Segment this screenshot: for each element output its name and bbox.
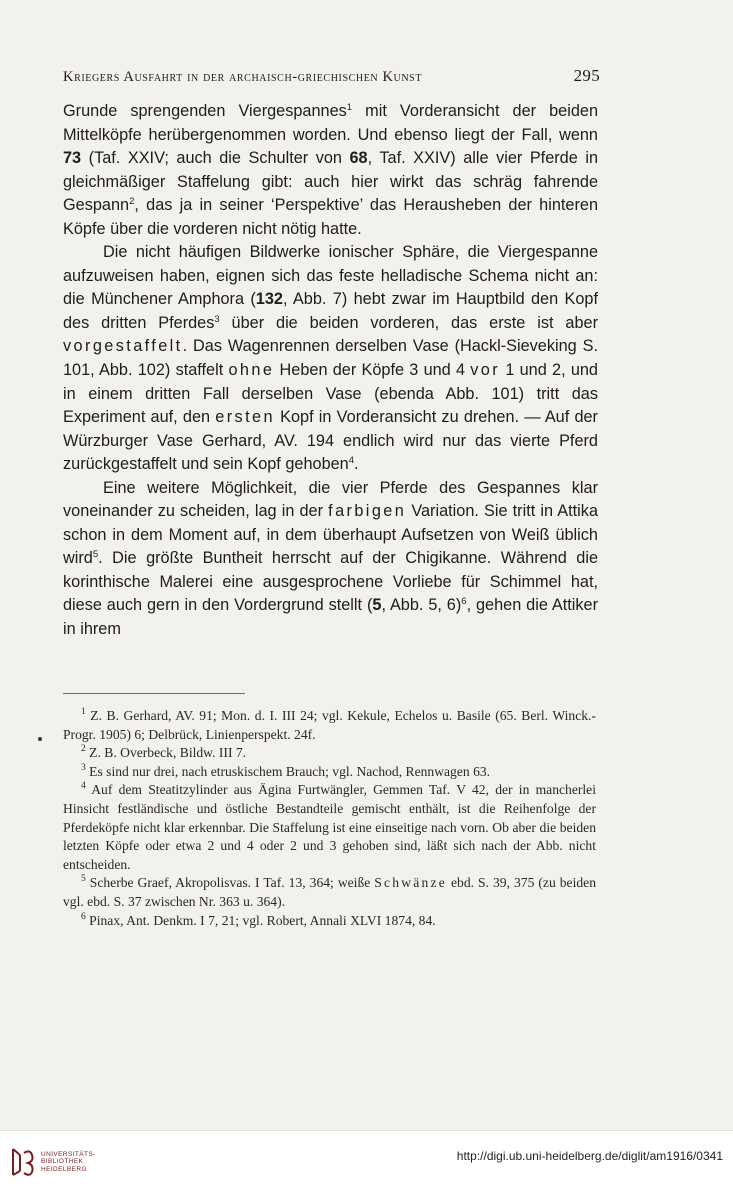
main-text [63,100,598,642]
footnote-3 [63,763,596,782]
footnote-divider [63,693,245,694]
catalog-number: 73 [63,149,82,168]
footnote-number: 4 [81,781,86,792]
footnote-text: Es sind nur drei, nach etruskischem Brauch; vgl. Nachod, Rennwagen 63. [89,763,491,779]
text-run: . Das Wagenrennen derselben Vase (Hackl-Sieveking S. 101, Abb. 102) staffelt [63,337,598,380]
text-run: Variation. Sie tritt in Attika schon in dem Moment auf, in dem überhaupt Aufsetzen von Weiß üblich wird [63,502,598,568]
catalog-number: 68 [349,149,368,168]
text-run: Grunde sprengenden Viergespannes [63,102,347,120]
permalink[interactable]: http://digi.ub.uni-heidelberg.de/diglit/am1916/0341 [456,1149,723,1163]
emphasis: farbigen [328,502,407,521]
library-emblem-icon [10,1145,36,1179]
paragraph-1 [63,100,598,241]
page-number: 295 [573,66,600,85]
emphasis: Schwänze [374,875,447,891]
viewer-footer [0,1130,733,1193]
footnote-number: 6 [81,911,86,922]
text-run: Heben der Köpfe 3 und 4 [274,361,471,380]
footnote-text: Z. B. Overbeck, Bildw. III 7. [89,745,247,761]
footnote-text: Pinax, Ant. Denkm. I 7, 21; vgl. Robert, Annali XLVI 1874, 84. [89,912,436,928]
footnote-number: 1 [81,707,86,717]
margin-mark [38,737,42,741]
text-run: , gehen die Attiker in ihrem [63,596,599,639]
footnote-4 [63,781,596,874]
catalog-number: 132 [255,290,283,309]
text-run: , Taf. XXIV) alle vier Pferde in gleichmäßiger Staffelung gibt: auch hier wirkt das schräg fahrende Gespann [63,149,598,215]
footnote-1 [63,707,596,744]
emphasis: vor [470,361,501,380]
text-run: Eine weitere Möglichkeit, die vier Pferde des Gespannes klar voneinander zu scheiden, lag in der [63,478,598,521]
footnotes [63,707,596,930]
footnote-text: Scherbe Graef, Akropolisvas. I Taf. 13, 364; weiße [89,875,375,891]
footnote-2 [63,744,596,763]
running-title: Kriegers Ausfahrt in der archaisch-griechischen Kunst [63,69,423,85]
emphasis: vorgestaffelt [63,337,183,356]
library-name [41,1151,96,1174]
emphasis: ohne [228,361,275,380]
logo-line: UNIVERSITÄTS- [41,1150,96,1158]
footnote-number: 5 [81,874,86,885]
text-run: , Abb. 7) hebt zwar im Hauptbild den Kopf des dritten Pferdes [63,290,598,332]
footnote-text: Z. B. Gerhard, AV. 91; Mon. d. I. III 24; vgl. Kekule, Echelos u. Basile (65. Berl. Winck.-Progr. 1905) 6; Delbrück, Linienperspekt. 24f. [63,708,596,742]
catalog-number: 5 [372,596,382,615]
text-run: 1 und 2, und in einem dritten Fall derselben Vase (ebenda Abb. 101) tritt das Experiment auf, den [63,361,598,427]
text-run: Die nicht häufigen Bildwerke ionischer Sphäre, die Viergespanne aufzuweisen haben, eignen sich das feste helladische Schema nicht an: die Münchener Amphora ( [63,243,598,309]
footnote-ref-3[interactable]: 3 [214,313,220,325]
logo-line: HEIDELBERG [41,1165,87,1173]
footnote-text: ebd. S. 39, 375 (zu beiden vgl. ebd. S. 37 zwischen Nr. 363 u. 364). [63,875,596,909]
footnote-ref-1[interactable]: 1 [346,102,353,113]
text-run: . [354,455,359,474]
paragraph-2 [63,241,598,476]
paragraph-3 [63,477,598,642]
footnote-ref-2[interactable]: 2 [129,196,135,208]
text-run: . Die größte Buntheit herrscht auf der Chigikanne. Während die korinthische Malerei eine ausgesprochene Vorliebe für Schimmel hat, diese auch gern in den Vordergrund stellt ( [63,549,598,615]
footnote-number: 2 [81,744,86,755]
footnote-ref-6[interactable]: 6 [461,596,467,608]
running-head [63,66,600,86]
footnote-ref-4[interactable]: 4 [348,455,355,467]
footnote-5 [63,874,596,911]
logo-line: BIBLIOTHEK [41,1158,84,1166]
text-run: über die beiden vorderen, das erste ist aber [219,313,598,332]
footnote-ref-5[interactable]: 5 [92,549,99,561]
text-run: Kopf in Vorderansicht zu drehen. — Auf der Würzburger Vase Gerhard, AV. 194 endlich wird nur das vierte Pferd zurückgestaffelt und sein Kopf gehoben [63,408,598,474]
footnote-text: Auf dem Steatitzylinder aus Ägina Furtwängler, Gemmen Taf. V 42, der in mancherlei Hinsicht festländische und östliche Bestandteile gemischt enthält, ist die Reihenfolge der Pferdeköpfe nicht klar erkennbar. Die Staffelung ist eine einseitige nach vorn. Ob aber die beiden letzten Köpfe oder etwa 2 und 4 oder 2 und 3 gehoben sind, läßt sich nach der Abb. nicht entscheiden. [63,782,596,872]
text-run: , das ja in seiner ‘Perspektive’ das Herausheben der hinteren Köpfe über die vorderen nicht nötig hatte. [63,196,598,238]
text-run: mit Vorderansicht der beiden Mittelköpfe herübergenommen worden. Und ebenso liegt der Fall, wenn [63,102,598,144]
text-run: (Taf. XXIV; auch die Schulter von [81,149,350,168]
library-logo[interactable] [10,1145,96,1179]
emphasis: ersten [215,408,275,427]
footnote-6 [63,912,596,931]
footnote-number: 3 [81,762,86,773]
text-run: , Abb. 5, 6) [381,596,462,615]
